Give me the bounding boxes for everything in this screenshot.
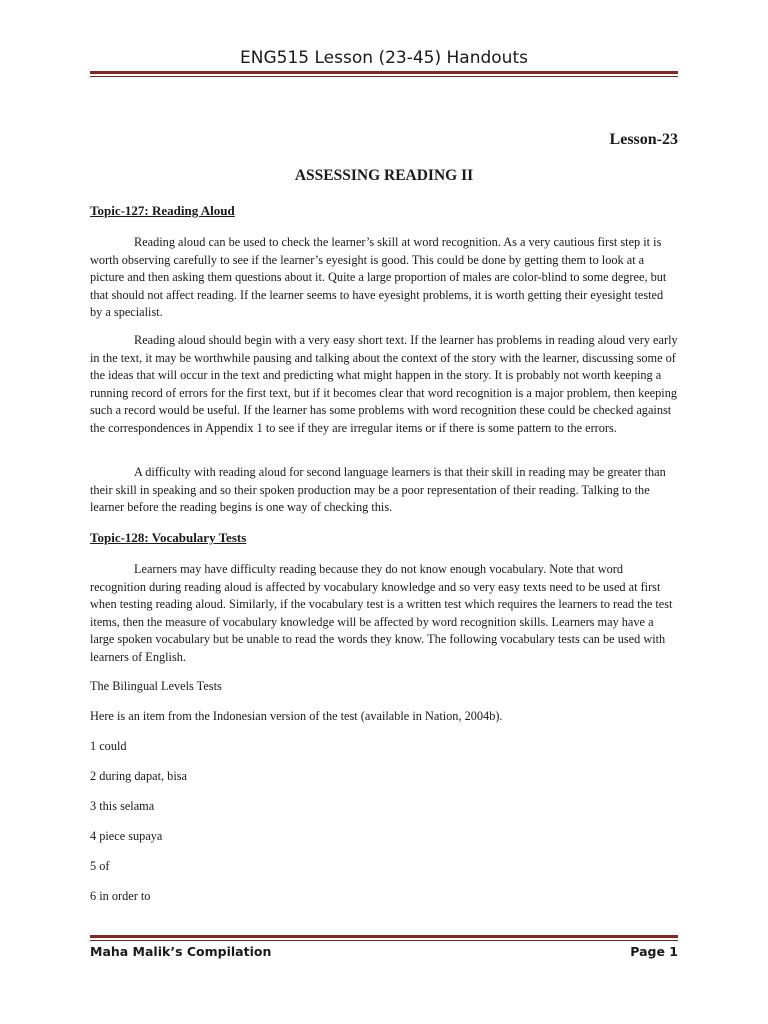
page-title: ASSESSING READING II xyxy=(294,167,474,184)
list-item: 5 of xyxy=(90,859,110,873)
list-item: 3 this selama xyxy=(90,799,155,813)
list-item: 2 during dapat, bisa xyxy=(90,769,187,783)
topic-body xyxy=(90,234,678,322)
topic-body xyxy=(90,561,678,667)
topic-body xyxy=(90,464,678,517)
list-item: 6 in order to xyxy=(90,889,151,903)
list-item: 1 could xyxy=(90,739,127,753)
page-number: Page 1 xyxy=(630,944,678,959)
topic-heading: Topic-128: Vocabulary Tests xyxy=(90,530,247,545)
list-item: Here is an item from the Indonesian version of the test (available in Nation, 2004b). xyxy=(90,709,503,723)
paragraph: Learners may have difficulty reading because they do not know enough vocabulary. Note that word recognition during reading aloud is affected by vocabulary knowledge and so very easy texts need to be used at first when testing reading aloud. Similarly, if the vocabulary test is a written test which requires the learners to read the test items, then the measure of vocabulary knowledge will be affected by word recognition skills. Learners may have a large spoken vocabulary but be unable to read the words they know. The following vocabulary tests can be used with learners of English. xyxy=(90,562,673,664)
lesson-label: Lesson-23 xyxy=(609,131,678,148)
header-rule xyxy=(90,71,678,77)
running-header: ENG515 Lesson (23-45) Handouts xyxy=(240,48,528,68)
topic-heading: Topic-127: Reading Aloud xyxy=(90,203,235,218)
footer-compilation: Maha Malik’s Compilation xyxy=(90,944,272,959)
list-item: The Bilingual Levels Tests xyxy=(90,679,222,693)
topic-body xyxy=(90,332,678,438)
paragraph: Reading aloud should begin with a very easy short text. If the learner has problems in reading aloud very early in the text, it may be worthwhile pausing and talking about the context of the story with the learner, discussing some of the ideas that will occur in the text and predicting what might happen in the story. It is probably not worth keeping a running record of errors for the first text, but if it becomes clear that word recognition is a major problem, then keeping such a record would be useful. If the learner has some problems with word recognition these could be checked against the correspondences in Appendix 1 to see if they are irregular items or if there is some pattern to the errors. xyxy=(90,333,678,435)
paragraph: A difficulty with reading aloud for second language learners is that their skill in reading may be greater than their skill in speaking and so their spoken production may be a poor representation of their reading. Talking to the learner before the reading begins is one way of checking this. xyxy=(90,465,666,515)
paragraph: Reading aloud can be used to check the learner’s skill at word recognition. As a very cautious first step it is worth observing carefully to see if the learner’s eyesight is good. This could be done by getting them to look at a picture and then asking them questions about it. Quite a large proportion of males are color-blind to some degree, but that should not affect reading. If the learner seems to have eyesight problems, it is worth getting their eyesight tested by a specialist. xyxy=(90,235,667,320)
list-item: 4 piece supaya xyxy=(90,829,163,843)
footer-rule xyxy=(90,935,678,941)
